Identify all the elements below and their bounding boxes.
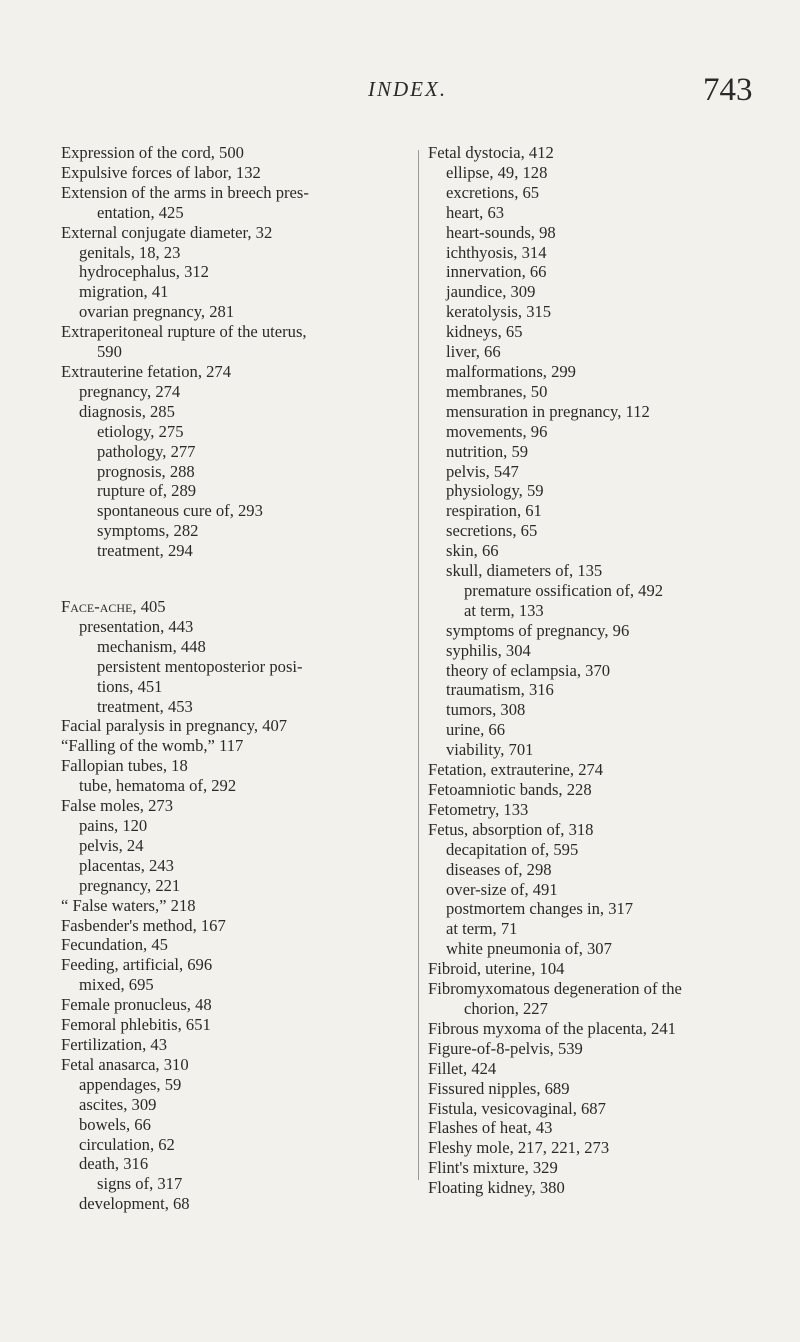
index-subentry: pathology, 277 <box>97 441 196 461</box>
index-subentry: at term, 133 <box>464 600 544 620</box>
index-entry: Fibroid, uterine, 104 <box>428 959 565 979</box>
index-subentry: ascites, 309 <box>79 1094 157 1114</box>
index-subentry: spontaneous cure of, 293 <box>97 501 263 521</box>
index-subentry: secretions, 65 <box>446 521 538 541</box>
index-subentry: circulation, 62 <box>79 1134 175 1154</box>
index-entry: Extension of the arms in breech pres- <box>61 182 309 202</box>
index-subentry: ichthyosis, 314 <box>446 242 547 262</box>
index-subentry: migration, 41 <box>79 282 169 302</box>
index-column-left <box>61 143 406 1214</box>
index-entry: “Falling of the womb,” 117 <box>61 736 244 756</box>
index-subentry: white pneumonia of, 307 <box>446 939 612 959</box>
index-subentry: treatment, 453 <box>97 696 193 716</box>
index-entry: Fasbender's method, 167 <box>61 915 226 935</box>
index-column-right <box>428 143 773 1198</box>
index-subentry: tions, 451 <box>97 676 163 696</box>
index-subentry: development, 68 <box>79 1194 190 1214</box>
index-subentry: jaundice, 309 <box>446 282 536 302</box>
index-entry: Fillet, 424 <box>428 1058 497 1078</box>
index-entry: Fetation, extrauterine, 274 <box>428 760 604 780</box>
index-subentry: heart-sounds, 98 <box>446 222 556 242</box>
index-subentry: persistent mentoposterior posi- <box>97 656 303 676</box>
index-entry: Fleshy mole, 217, 221, 273 <box>428 1138 610 1158</box>
index-subentry: signs of, 317 <box>97 1174 183 1194</box>
index-subentry: bowels, 66 <box>79 1114 151 1134</box>
index-subentry: excretions, 65 <box>446 182 540 202</box>
index-entry: Fertilization, 43 <box>61 1034 167 1054</box>
index-entry: Fetal dystocia, 412 <box>428 143 554 162</box>
index-subentry: postmortem changes in, 317 <box>446 899 634 919</box>
index-subentry: nutrition, 59 <box>446 441 529 461</box>
index-subentry: etiology, 275 <box>97 421 184 441</box>
index-subentry: at term, 71 <box>446 919 518 939</box>
index-entry: Fallopian tubes, 18 <box>61 756 188 776</box>
index-entry: Flint's mixture, 329 <box>428 1158 558 1178</box>
index-subentry: pelvis, 547 <box>446 461 519 481</box>
index-subentry: movements, 96 <box>446 421 548 441</box>
page-number: 743 <box>703 72 753 108</box>
section-gap <box>61 561 406 597</box>
index-subentry: mensuration in pregnancy, 112 <box>446 401 650 421</box>
index-subentry: traumatism, 316 <box>446 680 554 700</box>
index-entry: Female pronucleus, 48 <box>61 995 212 1015</box>
index-subentry: pains, 120 <box>79 816 148 835</box>
index-subentry: membranes, 50 <box>446 381 548 401</box>
index-subentry: appendages, 59 <box>79 1074 182 1094</box>
index-entry: External conjugate diameter, 32 <box>61 222 273 242</box>
index-subentry: pregnancy, 274 <box>79 381 181 401</box>
index-entry: Face-ache, 405 <box>61 597 166 617</box>
index-entry: False moles, 273 <box>61 796 173 816</box>
index-entry: Fetometry, 133 <box>428 799 529 819</box>
index-entry: Floating kidney, 380 <box>428 1178 565 1198</box>
index-subentry: hydrocephalus, 312 <box>79 262 209 282</box>
index-subentry: heart, 63 <box>446 202 505 222</box>
index-subentry: chorion, 227 <box>464 998 548 1018</box>
index-subentry: rupture of, 289 <box>97 481 197 501</box>
index-subentry: pregnancy, 221 <box>79 875 181 895</box>
index-subentry: mixed, 695 <box>79 975 154 995</box>
index-subentry: symptoms of pregnancy, 96 <box>446 620 630 640</box>
index-entry: Fibrous myxoma of the placenta, 241 <box>428 1018 676 1038</box>
index-subentry: urine, 66 <box>446 720 505 740</box>
index-subentry: diseases of, 298 <box>446 859 552 879</box>
running-head: INDEX. <box>368 77 448 101</box>
index-subentry: premature ossification of, 492 <box>464 580 664 600</box>
index-subentry: diagnosis, 285 <box>79 401 175 421</box>
index-entry: Expulsive forces of labor, 132 <box>61 162 261 182</box>
index-entry: Facial paralysis in pregnancy, 407 <box>61 716 288 736</box>
index-subentry: keratolysis, 315 <box>446 302 552 322</box>
index-entry: Figure-of-8-pelvis, 539 <box>428 1038 583 1058</box>
index-subentry: skull, diameters of, 135 <box>446 561 603 581</box>
index-entry: Fetus, absorption of, 318 <box>428 819 594 839</box>
index-subentry: innervation, 66 <box>446 262 547 282</box>
index-entry: Extraperitoneal rupture of the uterus, <box>61 322 307 342</box>
index-subentry: skin, 66 <box>446 541 499 561</box>
index-entry: Fecundation, 45 <box>61 935 168 955</box>
index-entry: Fissured nipples, 689 <box>428 1078 570 1098</box>
index-subentry: syphilis, 304 <box>446 640 531 660</box>
index-subentry: death, 316 <box>79 1154 149 1174</box>
index-subentry: over-size of, 491 <box>446 879 558 899</box>
index-entry: Fetoamniotic bands, 228 <box>428 780 592 799</box>
index-subentry: ovarian pregnancy, 281 <box>79 302 235 322</box>
index-subentry: entation, 425 <box>97 202 184 222</box>
index-subentry: placentas, 243 <box>79 855 174 875</box>
index-subentry: physiology, 59 <box>446 481 544 501</box>
index-entry: Extrauterine fetation, 274 <box>61 361 232 381</box>
index-entry: Fetal anasarca, 310 <box>61 1054 189 1074</box>
index-subentry: liver, 66 <box>446 342 501 362</box>
index-entry: Femoral phlebitis, 651 <box>61 1015 211 1035</box>
index-subentry: decapitation of, 595 <box>446 839 579 859</box>
index-subentry: presentation, 443 <box>79 616 194 636</box>
index-subentry: kidneys, 65 <box>446 322 523 342</box>
index-subentry: symptoms, 282 <box>97 521 199 541</box>
index-subentry: ellipse, 49, 128 <box>446 162 548 182</box>
index-subentry: pelvis, 24 <box>79 835 144 855</box>
index-subentry: viability, 701 <box>446 740 534 760</box>
index-subentry: 590 <box>97 342 122 362</box>
index-entry: Flashes of heat, 43 <box>428 1118 553 1138</box>
index-entry: Fistula, vesicovaginal, 687 <box>428 1098 606 1118</box>
index-subentry: respiration, 61 <box>446 501 542 521</box>
index-subentry: treatment, 294 <box>97 541 193 561</box>
index-subentry: tumors, 308 <box>446 700 526 720</box>
index-entry: Expression of the cord, 500 <box>61 143 244 162</box>
index-subentry: mechanism, 448 <box>97 636 206 656</box>
index-subentry: tube, hematoma of, 292 <box>79 776 237 796</box>
index-subentry: theory of eclampsia, 370 <box>446 660 611 680</box>
index-subentry: malformations, 299 <box>446 361 576 381</box>
index-entry: Fibromyxomatous degeneration of the <box>428 979 682 999</box>
column-divider <box>418 150 419 1180</box>
index-entry: Feeding, artificial, 696 <box>61 955 213 975</box>
index-subentry: genitals, 18, 23 <box>79 242 181 262</box>
index-subentry: prognosis, 288 <box>97 461 195 481</box>
index-entry: “ False waters,” 218 <box>61 895 196 915</box>
